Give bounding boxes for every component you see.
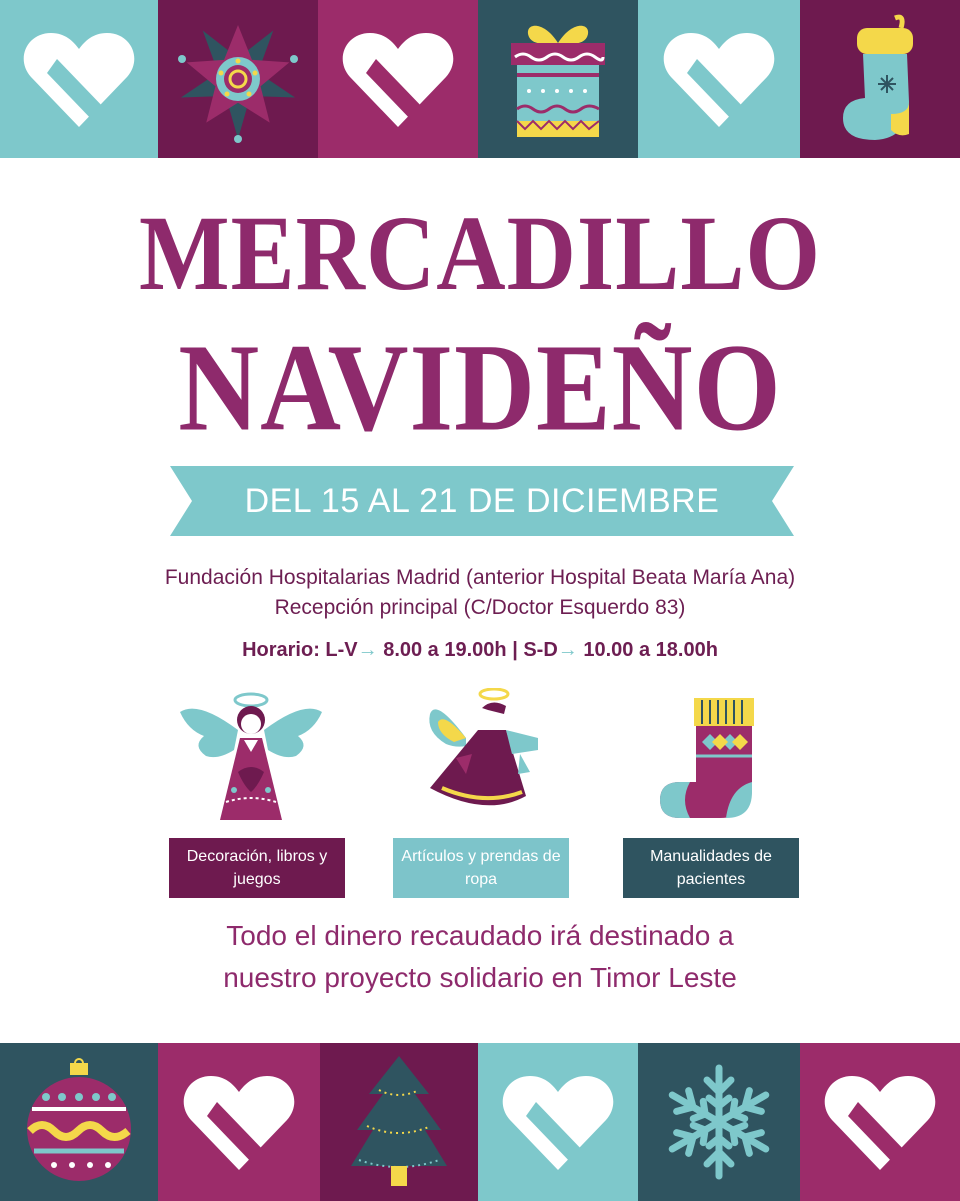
top-tile-4 xyxy=(478,0,638,158)
top-tile-1 xyxy=(0,0,158,158)
date-ribbon xyxy=(170,466,794,536)
top-tile-5 xyxy=(638,0,800,158)
bottom-decorative-band xyxy=(0,1043,960,1201)
venue-line-1: Fundación Hospitalarias Madrid (anterior Hospital Beata María Ana) xyxy=(164,566,796,589)
poinsettia-icon xyxy=(173,14,303,144)
category-label-crafts: Manualidades de pacientes xyxy=(623,838,799,898)
snowflake-icon xyxy=(659,1062,779,1182)
category-label-clothing: Artículos y prendas de ropa xyxy=(393,838,569,898)
heart-logo-icon xyxy=(822,1072,938,1172)
category-figure-2 xyxy=(426,688,544,824)
opening-hours xyxy=(0,639,960,662)
date-range: DEL 15 AL 21 DE DICIEMBRE xyxy=(244,482,720,520)
category-label-decor: Decoración, libros y juegos xyxy=(169,838,345,898)
arrow-icon: → xyxy=(557,639,578,661)
top-decorative-band xyxy=(0,0,960,158)
bottom-tile-2 xyxy=(158,1043,320,1201)
heart-logo-icon xyxy=(661,29,777,129)
bottom-tile-1 xyxy=(0,1043,158,1201)
ornament-ball-icon xyxy=(24,1057,134,1187)
bottom-tile-3 xyxy=(320,1043,478,1201)
venue-line-2: Recepción principal (C/Doctor Esquerdo 83) xyxy=(274,596,686,619)
heart-logo-icon xyxy=(500,1072,616,1172)
hours-label: Horario: L-V xyxy=(242,639,358,661)
christmas-tree-icon xyxy=(349,1054,449,1190)
title-line-2: NAVIDEÑO xyxy=(178,318,782,458)
bottom-tile-4 xyxy=(478,1043,638,1201)
hours-weekday: 8.00 a 19.00h | S-D xyxy=(383,639,558,661)
charity-message-line-1: Todo el dinero recaudado irá destinado a xyxy=(226,920,734,951)
christmas-stocking-icon xyxy=(835,14,925,144)
top-tile-2 xyxy=(158,0,318,158)
heart-logo-icon xyxy=(340,29,456,129)
hours-weekend: 10.00 a 18.00h xyxy=(583,639,718,661)
title-line-1: MERCADILLO xyxy=(138,192,822,313)
top-tile-3 xyxy=(318,0,478,158)
heart-logo-icon xyxy=(21,29,137,129)
bottom-tile-5 xyxy=(638,1043,800,1201)
angel-front-icon xyxy=(178,690,324,822)
angel-side-icon xyxy=(426,688,544,820)
category-figure-3 xyxy=(660,696,756,824)
category-figure-1 xyxy=(178,690,324,826)
gift-box-icon xyxy=(503,17,613,141)
arrow-icon: → xyxy=(357,639,378,661)
bottom-tile-6 xyxy=(800,1043,960,1201)
stocking-icon xyxy=(660,696,756,820)
heart-logo-icon xyxy=(181,1072,297,1172)
charity-message-line-2: nuestro proyecto solidario en Timor Leste xyxy=(223,962,737,993)
top-tile-6 xyxy=(800,0,960,158)
